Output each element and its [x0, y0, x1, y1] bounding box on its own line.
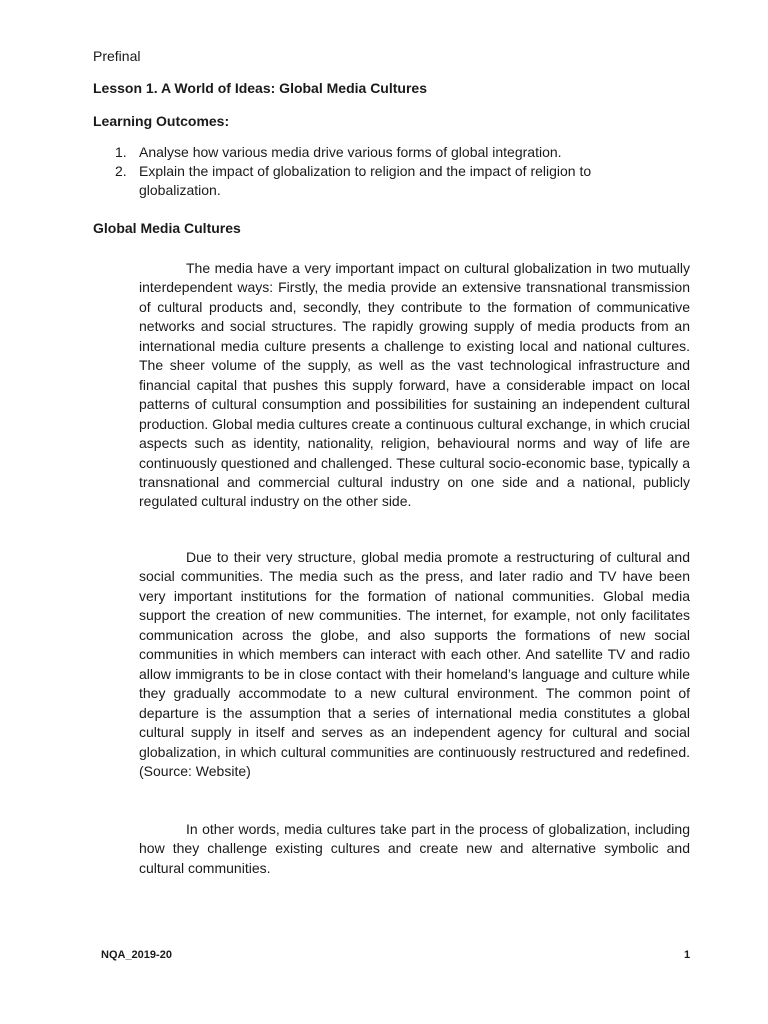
body-paragraph: The media have a very important impact on cultural globalization in two mutually interdependent ways: Firstly, the media provide an extensive transnational transmission of cultural products and, secondly, they contribute to the formation of communicative networks and social structures. The rapidly growing supply of media products from an international media culture presents a challenge to existing local and national cultures. The sheer volume of the supply, as well as the vast technological infrastructure and financial capital that pushes this supply forward, have a considerable impact on local patterns of cultural consumption and possibilities for sustaining an independent cultural production. Global media cultures create a continuous cultural exchange, in which crucial aspects such as identity, nationality, religion, behavioural norms and way of life are continuously questioned and challenged. These cultural socio-economic base, typically a transnational and commercial cultural industry on one side and a national, publicly regulated cultural industry on the other side. — [139, 260, 690, 510]
page-number: 1 — [684, 949, 691, 961]
list-item-number: 1. — [115, 144, 127, 160]
learning-outcomes-list — [115, 143, 660, 200]
section-heading: Global Media Cultures — [93, 220, 241, 236]
list-item-text: Explain the impact of globalization to religion and the impact of religion to globalization. — [139, 163, 592, 198]
header-label: Prefinal — [93, 48, 141, 64]
learning-outcomes-heading: Learning Outcomes: — [93, 113, 230, 129]
lesson-title: Lesson 1. A World of Ideas: Global Media Cultures — [93, 80, 427, 96]
body-paragraph: In other words, media cultures take part in the process of globalization, including how they challenge existing cultures and create new and alternative symbolic and cultural communities. — [139, 821, 690, 876]
footer-code: NQA_2019-20 — [101, 949, 172, 961]
list-item — [115, 143, 660, 162]
list-item-text: Analyse how various media drive various forms of global integration. — [139, 144, 562, 160]
body-paragraph: Due to their very structure, global media promote a restructuring of cultural and social communities. The media such as the press, and later radio and TV have been very important institutions for the formation of national communities. Global media support the creation of new communities. The internet, for example, not only facilitates communication across the globe, and also supports the formations of new social communities in which members can interact with each other. And satellite TV and radio allow immigrants to be in close contact with their homeland’s language and culture while they gradually accommodate to a new cultural environment. The common point of departure is the assumption that a series of international media constitutes a global cultural supply in itself and serves as an independent agency for cultural and social globalization, in which cultural communities are continuously restructured and redefined. (Source: Website) — [139, 549, 690, 779]
list-item — [115, 162, 660, 200]
list-item-number: 2. — [115, 163, 127, 179]
